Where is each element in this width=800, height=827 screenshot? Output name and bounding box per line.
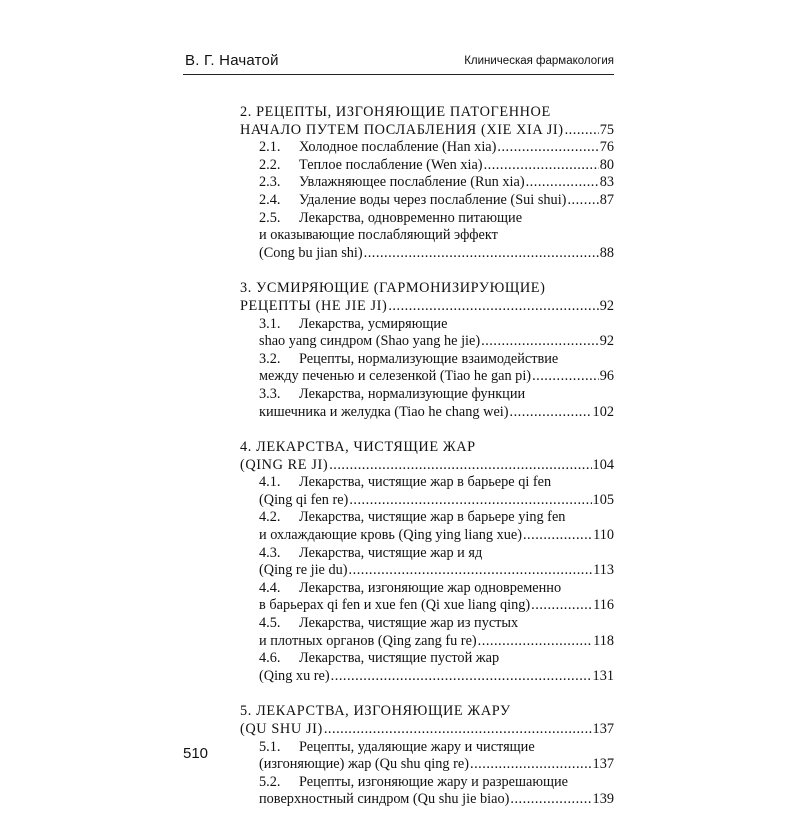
dot-leader <box>523 527 592 545</box>
toc-entry-line <box>240 756 614 774</box>
toc-entry-text: Лекарства, чистящие жар в барьере ying fen <box>299 509 566 526</box>
toc-entry-text: и плотных органов (Qing zang fu re) <box>259 632 477 649</box>
toc-entry-number: 4.3. <box>259 544 281 561</box>
dot-leader <box>324 721 592 739</box>
dot-leader <box>349 562 593 580</box>
toc-entry-text: (изгоняющие) жар (Qu shu qing re) <box>259 756 470 773</box>
dot-leader <box>331 668 592 686</box>
toc-entry-text: Теплое послабление (Wen xia) <box>299 156 483 173</box>
toc-entry-number: 5.2. <box>259 773 281 790</box>
toc-entry-line <box>240 580 614 598</box>
toc-entry-line <box>240 333 614 351</box>
toc-entry-number: 4.5. <box>259 615 281 632</box>
toc-page-number: 92 <box>599 333 614 350</box>
toc-entry-line <box>240 492 614 510</box>
toc-entry-text: в барьерах qi fen и xue fen (Qi xue liang qing) <box>259 597 531 614</box>
toc-heading-line <box>240 122 614 140</box>
dot-leader <box>478 633 592 651</box>
toc-entry-text: (QING RE JI) <box>240 456 329 473</box>
toc-entry-line <box>240 774 614 792</box>
toc-entry-text: (Cong bu jian shi) <box>259 244 363 261</box>
dot-leader <box>565 122 599 140</box>
running-head <box>183 50 614 72</box>
dot-leader <box>526 174 599 192</box>
toc-entry-number: 2.1. <box>259 139 281 156</box>
toc-entry-text: Рецепты, изгоняющие жару и разрешающие <box>299 773 569 790</box>
table-of-contents <box>240 104 614 827</box>
toc-entry-line <box>240 597 614 615</box>
toc-entry-text: Лекарства, чистящие жар из пустых <box>299 615 519 632</box>
toc-heading-line <box>240 104 614 122</box>
toc-entry-number: 3.1. <box>259 315 281 332</box>
running-head-book-title: Клиническая фармакология <box>464 55 614 67</box>
toc-page-number: 139 <box>592 791 614 808</box>
toc-entry-text: Лекарства, чистящие жар в барьере qi fen <box>299 474 552 491</box>
toc-entry-line <box>240 791 614 809</box>
toc-entry-line <box>240 615 614 633</box>
toc-entry-number: 5.1. <box>259 738 281 755</box>
dot-leader <box>484 157 599 175</box>
toc-entry-line <box>240 351 614 369</box>
dot-leader <box>532 368 599 386</box>
toc-entry-number: 3.3. <box>259 385 281 402</box>
toc-page-number: 104 <box>592 456 614 473</box>
toc-entry-text: shao yang синдром (Shao yang he jie) <box>259 333 481 350</box>
toc-heading-line <box>240 457 614 475</box>
toc-page-number: 76 <box>599 139 614 156</box>
toc-heading-line <box>240 703 614 721</box>
toc-page-number: 88 <box>599 244 614 261</box>
toc-page-number: 118 <box>593 632 614 649</box>
dot-leader <box>567 192 598 210</box>
toc-entry-number: 4.1. <box>259 474 281 491</box>
toc-entry-line <box>240 245 614 263</box>
toc-entry-number: 2.5. <box>259 209 281 226</box>
toc-page-number: 102 <box>592 403 614 420</box>
toc-section <box>240 104 614 262</box>
toc-entry-line <box>240 509 614 527</box>
running-head-author: В. Г. Начатой <box>185 52 279 69</box>
dot-leader <box>510 404 592 422</box>
toc-section <box>240 703 614 809</box>
toc-entry-text: и оказывающие послабляющий эффект <box>259 227 498 244</box>
toc-page-number: 113 <box>593 562 614 579</box>
toc-entry-line <box>240 210 614 228</box>
toc-entry-line <box>240 545 614 563</box>
dot-leader <box>329 457 591 475</box>
toc-heading-line <box>240 439 614 457</box>
toc-entry-line <box>240 174 614 192</box>
toc-entry-text: РЕЦЕПТЫ (HE JIE JI) <box>240 297 388 314</box>
toc-entry-text: Рецепты, удаляющие жару и чистящие <box>299 738 535 755</box>
toc-page-number: 131 <box>592 667 614 684</box>
toc-entry-text: Лекарства, одновременно питающие <box>299 209 523 226</box>
toc-page-number: 80 <box>599 156 614 173</box>
dot-leader <box>364 245 599 263</box>
toc-entry-line <box>240 527 614 545</box>
toc-entry-text: НАЧАЛО ПУТЕМ ПОСЛАБЛЕНИЯ (XIE XIA JI) <box>240 121 564 138</box>
toc-page-number: 92 <box>599 297 614 314</box>
dot-leader <box>497 139 598 157</box>
header-rule <box>183 74 614 75</box>
toc-heading-line <box>240 280 614 298</box>
toc-entry-text: Увлажняющее послабление (Run xia) <box>299 174 525 191</box>
toc-entry-text: Рецепты, нормализующие взаимодействие <box>299 350 559 367</box>
toc-entry-line <box>240 386 614 404</box>
toc-entry-text: 4. ЛЕКАРСТВА, ЧИСТЯЩИЕ ЖАР <box>240 439 476 456</box>
toc-entry-text: (Qing qi fen re) <box>259 491 349 508</box>
toc-entry-text: (Qing xu re) <box>259 667 330 684</box>
toc-entry-text: Лекарства, чистящие жар и яд <box>299 544 483 561</box>
toc-page-number: 75 <box>599 121 614 138</box>
toc-entry-number: 4.4. <box>259 579 281 596</box>
toc-entry-line <box>240 633 614 651</box>
toc-page-number: 87 <box>599 191 614 208</box>
toc-page-number: 105 <box>592 491 614 508</box>
toc-entry-number: 4.6. <box>259 650 281 667</box>
toc-entry-line <box>240 227 614 245</box>
page-number: 510 <box>183 745 209 762</box>
toc-entry-text: 3. УСМИРЯЮЩИЕ (ГАРМОНИЗИРУЮЩИЕ) <box>240 280 546 297</box>
toc-entry-text: (QU SHU JI) <box>240 721 323 737</box>
toc-entry-text: Лекарства, усмиряющие <box>299 315 448 332</box>
toc-entry-text: поверхностный синдром (Qu shu jie biao) <box>259 791 510 808</box>
toc-entry-line <box>240 404 614 422</box>
toc-entry-text: Лекарства, нормализующие функции <box>299 385 526 402</box>
toc-entry-line <box>240 668 614 686</box>
toc-entry-number: 2.4. <box>259 191 281 208</box>
toc-page-number: 110 <box>593 527 614 544</box>
toc-page-number: 137 <box>592 756 614 773</box>
toc-entry-number: 4.2. <box>259 509 281 526</box>
toc-entry-text: Лекарства, чистящие пустой жар <box>299 650 500 667</box>
toc-entry-line <box>240 192 614 210</box>
dot-leader <box>349 492 591 510</box>
toc-entry-text: Лекарства, изгоняющие жар одновременно <box>299 579 562 596</box>
toc-entry-text: 2. РЕЦЕПТЫ, ИЗГОНЯЮЩИЕ ПАТОГЕННОЕ <box>240 104 551 120</box>
toc-section <box>240 280 614 421</box>
dot-leader <box>470 756 592 774</box>
toc-entry-text: между печенью и селезенкой (Tiao he gan pi) <box>259 368 532 385</box>
toc-page-number: 116 <box>593 597 614 614</box>
toc-heading-line <box>240 721 614 739</box>
toc-entry-line <box>240 368 614 386</box>
dot-leader <box>481 333 599 351</box>
toc-entry-line <box>240 650 614 668</box>
toc-entry-number: 3.2. <box>259 350 281 367</box>
toc-entry-number: 2.2. <box>259 156 281 173</box>
toc-entry-line <box>240 739 614 757</box>
toc-entry-line <box>240 139 614 157</box>
dot-leader <box>510 791 591 809</box>
toc-entry-text: Холодное послабление (Han xia) <box>299 139 497 156</box>
dot-leader <box>531 597 592 615</box>
toc-entry-line <box>240 157 614 175</box>
toc-page-number: 83 <box>599 174 614 191</box>
toc-entry-text: 5. ЛЕКАРСТВА, ИЗГОНЯЮЩИЕ ЖАРУ <box>240 703 511 720</box>
toc-entry-text: и охлаждающие кровь (Qing ying liang xue) <box>259 527 522 544</box>
toc-entry-number: 2.3. <box>259 174 281 191</box>
toc-page-number: 96 <box>599 368 614 385</box>
dot-leader <box>388 298 598 316</box>
toc-entry-line <box>240 562 614 580</box>
toc-entry-text: Удаление воды через послабление (Sui shui) <box>299 191 567 208</box>
toc-entry-text: (Qing re jie du) <box>259 562 348 579</box>
toc-entry-line <box>240 316 614 334</box>
toc-heading-line <box>240 298 614 316</box>
toc-entry-text: кишечника и желудка (Tiao he chang wei) <box>259 403 509 420</box>
toc-page-number: 137 <box>592 721 614 737</box>
toc-entry-line <box>240 474 614 492</box>
toc-section <box>240 439 614 685</box>
